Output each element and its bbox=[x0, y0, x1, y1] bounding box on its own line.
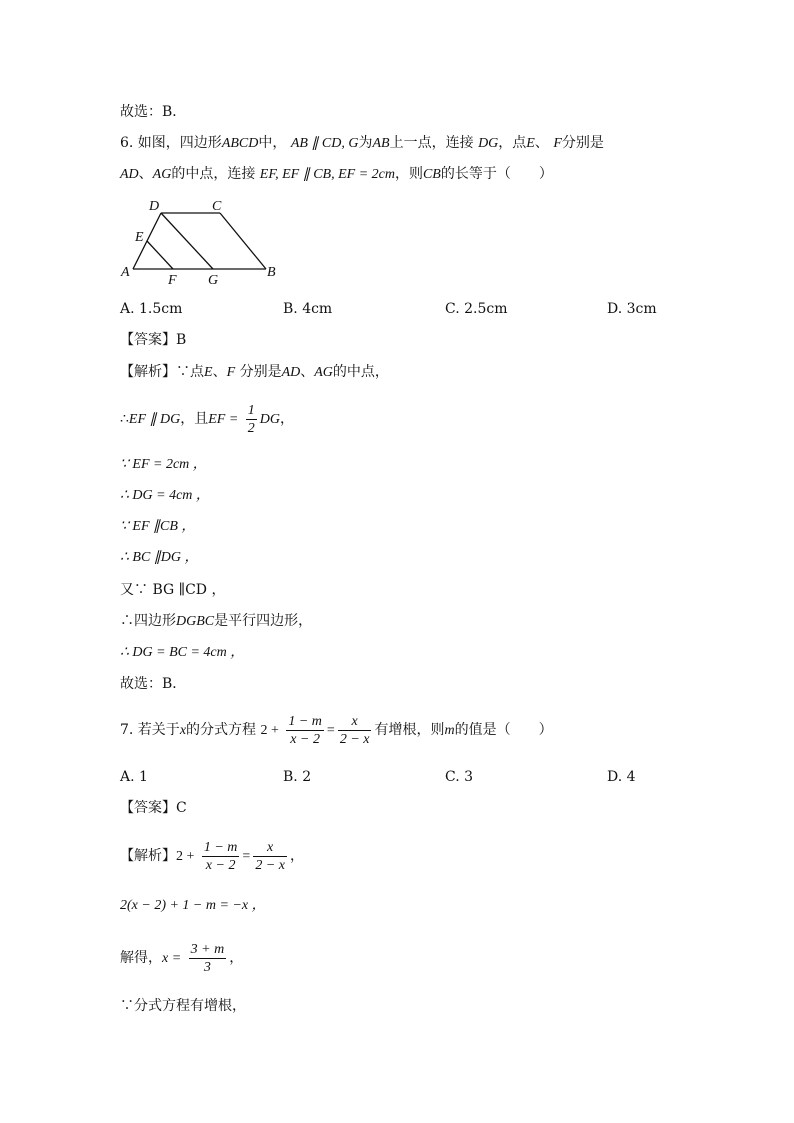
question-6-line-2: AD、AG的中点，连接 EF, EF ∥ CB, EF = 2cm，则CB的长等于（ ） bbox=[120, 166, 553, 182]
q6-solution-line-4: ∴ DG = 4cm ， bbox=[120, 488, 210, 503]
q7-option-d: D. 4 bbox=[607, 769, 636, 785]
q6-solution-line-8: ∴四边形DGBC是平行四边形， bbox=[120, 613, 313, 629]
label-D: D bbox=[149, 199, 160, 214]
label-E: E bbox=[135, 230, 144, 245]
fraction-1-minus-m: $\frac{1 - m}{x - 2}$ bbox=[288, 713, 322, 747]
q6-option-b: B. 4cm bbox=[283, 301, 333, 317]
fraction-x-over-2-minus-x-2: $\frac{x}{2 - x}$ bbox=[255, 839, 285, 873]
q6-option-c: C. 2.5cm bbox=[445, 301, 508, 317]
q6-solution-line-5: ∵ EF ∥CB ， bbox=[120, 519, 196, 534]
q7-solution-line-2: 2(x − 2) + 1 − m = −x ， bbox=[120, 898, 266, 913]
answer-choice-line-2: 故选：B． bbox=[120, 676, 187, 692]
q7-option-a: A. 1 bbox=[120, 769, 148, 785]
q6-answer: 【答案】B bbox=[120, 332, 187, 348]
q7-option-c: C. 3 bbox=[445, 769, 474, 785]
fraction-1-minus-m-2: $\frac{1 - m}{x - 2}$ bbox=[203, 839, 238, 873]
q6-option-d: D. 3cm bbox=[607, 301, 657, 317]
q7-solution-line-1: 【解析】2 + $\frac{1 - m}{x - 2}$ = $\frac{x}{2 - x}$ ， bbox=[120, 839, 304, 873]
q6-solution-line-1: 【解析】∵点E、F 分别是AD、AG的中点， bbox=[120, 364, 389, 380]
trapezoid-figure bbox=[118, 196, 288, 291]
q7-answer: 【答案】C bbox=[120, 800, 187, 816]
q7-solution-line-4: ∵分式方程有增根， bbox=[120, 998, 246, 1014]
question-6-line-1: 6. 如图，四边形ABCD中， AB ∥ CD, G为AB上一点，连接 DG，点E、 F分别是 bbox=[120, 135, 604, 151]
q7-solution-line-3: 解得，x = $\frac{3 + m}{3}$ ， bbox=[120, 941, 244, 975]
q6-solution-line-6: ∴ BC ∥DG ， bbox=[120, 550, 199, 565]
q6-solution-line-7: 又∵ BG ∥CD ， bbox=[120, 582, 226, 598]
fraction-3-plus-m: $\frac{3 + m}{3}$ bbox=[190, 941, 225, 975]
q6-solution-line-3: ∵ EF = 2cm ， bbox=[120, 457, 207, 472]
question-7: 7. 若关于x的分式方程 2 + $\frac{1 - m}{x - 2}$ = $\frac{x}{2 - x}$ 有增根，则m的值是（ ） bbox=[120, 713, 553, 747]
q6-solution-line-2: ∴EF ∥ DG，且EF = $\frac{1}{2}$ DG， bbox=[120, 402, 294, 436]
label-A: A bbox=[121, 265, 130, 280]
fraction-x-over-2-minus-x: $\frac{x}{2 - x}$ bbox=[339, 713, 370, 747]
label-F: F bbox=[168, 273, 177, 288]
label-G: G bbox=[208, 273, 219, 288]
label-B: B bbox=[267, 265, 276, 280]
q6-solution-line-9: ∴ DG = BC = 4cm ， bbox=[120, 645, 245, 660]
answer-choice-line: 故选：B． bbox=[120, 104, 187, 120]
q6-option-a: A. 1.5cm bbox=[120, 301, 183, 317]
label-C: C bbox=[212, 199, 222, 214]
fraction-one-half: $\frac{1}{2}$ bbox=[247, 402, 255, 436]
q7-option-b: B. 2 bbox=[283, 769, 312, 785]
